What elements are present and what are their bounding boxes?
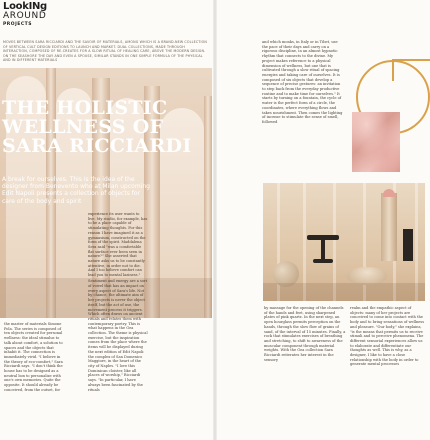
body-column-1 [4, 322, 66, 394]
stool-base [313, 259, 333, 263]
logo-line-2: AROUND [3, 11, 47, 21]
article-lead: A break for ourselves. This is the idea of the designer from Benevento who at Milan upcoming Edit Napoli presents a collection of objects for care of the body and spirit [2, 176, 150, 205]
body-text: and which monks, in Italy or in Tibet, use the pace of their days and carry on a rigorous discipline, in an almost hypnotic rhythm that connects to the divine. My project makes reference to a physical dimension of wellness, but one that is cultivated through a slow ritual of spacing energies and taking care of ourselves. It is composed of six objects that develop a sequence of precise gestures: an invitation to step back from the everyday productive routine and to make time for ourselves." It starts by turning on a fountain, the cycle of water is the perfect form of a circle, the coordinates, where everything flows and takes nourishment. Then comes the lighting of incense to stimulate the sense of smell, followed [262, 40, 343, 124]
title-line-3: SARA RICCIARDI [2, 135, 192, 157]
black-pillar-object [403, 229, 413, 261]
body-column-2 [88, 212, 148, 394]
body-text: Sentiment and energy are a sort of vowel that has an impact on every aspect of Sara's life. Not by chance, the ultimate aim of her projects is never the object itself, but the act of use, the movement process it triggers. Which often draws on ancient rituals and relates them with contemporary poetry. This is what happens in the Gea collection. The theme is physical exercise, but the inspiration comes from the place where the items will be displayed during the next edition of Edit Napoli: the complex of San Domenico Maggiore, in the heart of the city of Naples. "I love this Dominican cloister, like all places of worship," Ricciardi says. "In particular, I have always been fascinated by the rituals [88, 279, 148, 392]
title-line-2: WELLNESS OF [2, 116, 164, 138]
body-text: realm and the empathic aspect of objects: many of her projects are conceived to come into contact with the body and to bring sensations of wellness and pleasure. "Our body," she explains, "is the means that permits us to receive stimuli and to perceive phenomena. The different sensorial experiences allow us to elaborate and differentiate our thoughts as well. This is why, as a designer, I like to have a close relationship with the body in order to generate mental processes [350, 306, 425, 367]
pillar-object [381, 193, 397, 261]
pink-bowl-object [383, 189, 395, 197]
article-title [2, 99, 212, 156]
body-column-4 [264, 306, 346, 364]
title-line-1: THE HOLISTIC [2, 97, 168, 119]
page-gutter [213, 0, 217, 440]
pink-quartz-photo [352, 112, 400, 172]
body-text: the master of materials Simone Pola. The series is composed of ten objects created for personal wellness: the ideal stimulus to talk about comfort, a solution to spaces and the objects that inhabit it. The connection is immediately vivid. "I believe in the theory of eco-comfort," Sara Ricciardi says. "I don't think the house has to be designed as a neutral box to personalize with one's own memories. Quite the opposite. It should already be conceived, from the outset, for [4, 322, 63, 392]
gold-line-graphic [392, 59, 430, 61]
gold-line-graphic [392, 59, 394, 81]
body-column-3 [262, 40, 344, 126]
body-column-5 [350, 306, 426, 369]
body-text: by massage for the opening of the channels of the hands and feet, using sharpened plates of pink quartz. In the next step, an open hourglass permits perception on the hands, through the slow flow of grains of sand, of the interval of 15 minutes. Finally, a rock that stimulates exercises of breathing and stretching, to shift to awareness of the muscular component through material weights. With the Gea collection Sara Ricciardi reiterates her interest in the sensory [264, 306, 346, 362]
stool-leg [321, 239, 325, 261]
magazine-logo [3, 2, 47, 28]
body-text: experience its user wants to live. My studio, for example, has to be a place capable of stimulating thoughts. For this reason I have imagined it as a gymnasium, constructed on the form of the spirit. Maddalena Sera said "was a comfortable flat surface ever been seen in nature?" She asserted that nature asks us to be constantly attentive, in order not to die. And I too believe comfort can lead you to mental laziness." [88, 212, 148, 278]
intro-paragraph: MOVES BETWEEN SARA RICCIARDI AND THE SAVOIR OF MATERIALS, AMONG WHICH IS A BRAND-NEW COLLECTION OF VERTICAL CULT DESIGN EDITIONS TO LAUNCH AND MARKET. DUAL COLLECTIONS, MADE THROUGH INTERACTION, COMPOSED OF RE-CREATES FOR A SLOW RITUAL OF HEALING CARE, ABOVE THE MODERN DESIGN. ON THE SEASHORE THE DAY AND EVEN A SPOUSE, SIMILAR STANDS IN ONE SIMPLE FORMULA OF THE PHYSICAL AND IN DIFFERENT MATERIALS [3, 40, 207, 63]
floor-shadow [263, 283, 425, 301]
collection-photo [263, 183, 425, 301]
logo-line-1: LookINg [3, 1, 47, 12]
section-label: PROJECTS [3, 22, 32, 27]
